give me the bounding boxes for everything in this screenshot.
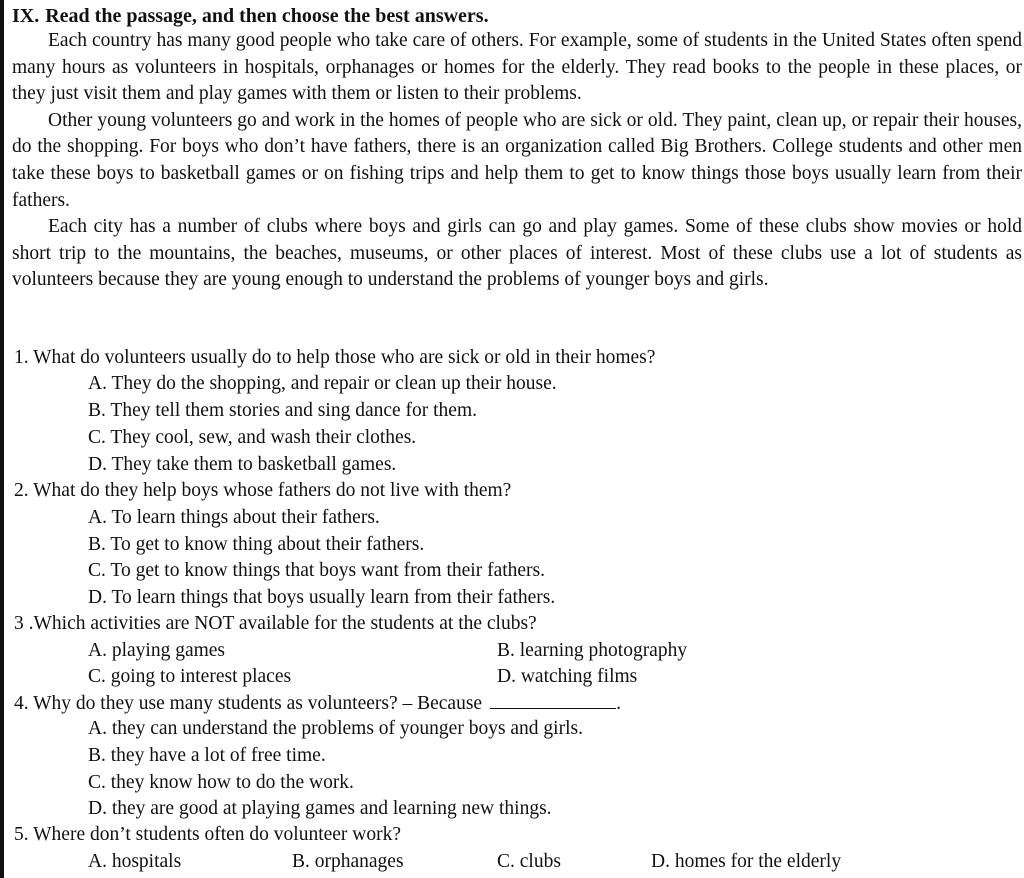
q3-option-a: A. playing games [88, 640, 226, 661]
passage-paragraph-2: Other young volunteers go and work in the homes of people who are sick or old. They paint, clean up, or repair their houses, do the shopping. For boys who don’t have fathers, there is an organization called Big Brothers. College students and other men take these boys to basketball games or on fishing trips and help them to get to know things those boys usually learn from their fathers. [12, 109, 1022, 211]
question-1: 1. What do volunteers usually do to help those who are sick or old in their homes? [14, 347, 656, 368]
q4-option-c: C. they know how to do the work. [88, 772, 354, 793]
q2-option-a: A. To learn things about their fathers. [88, 507, 380, 528]
q1-option-a: A. They do the shopping, and repair or clean up their house. [88, 373, 557, 394]
q5-option-d: D. homes for the elderly [651, 851, 842, 872]
section-title: Read the passage, and then choose the best answers. [45, 5, 489, 27]
q4-option-b: B. they have a lot of free time. [88, 745, 326, 766]
q1-option-d: D. They take them to basketball games. [88, 454, 397, 475]
section-number: IX. [12, 5, 40, 27]
question-5: 5. Where don’t students often do volunteer work? [14, 824, 402, 845]
q2-option-c: C. To get to know things that boys want from their fathers. [88, 560, 546, 581]
section-heading [12, 4, 489, 28]
question-3: 3 .Which activities are NOT available for the students at the clubs? [14, 613, 537, 634]
q3-option-d: D. watching films [497, 666, 638, 687]
q4-option-d: D. they are good at playing games and learning new things. [88, 798, 552, 819]
question-2: 2. What do they help boys whose fathers do not live with them? [14, 480, 512, 501]
passage-paragraph-1: Each country has many good people who take care of others. For example, some of students in the United States often spend many hours as volunteers in hospitals, orphanages or homes for the elderly. They read books to the people in these places, or they just visit them and play games with them or listen to their problems. [12, 30, 1022, 105]
q1-option-c: C. They cool, sew, and wash their clothes. [88, 427, 417, 448]
q5-option-a: A. hospitals [88, 851, 182, 872]
q2-option-b: B. To get to know thing about their fathers. [88, 534, 425, 555]
q3-option-b: B. learning photography [497, 640, 688, 661]
q3-option-c: C. going to interest places [88, 666, 292, 687]
answer-blank [490, 690, 616, 709]
passage-paragraph-3: Each city has a number of clubs where boys and girls can go and play games. Some of these clubs show movies or hold short trip to the mountains, the beaches, museums, or other places of interest. Most of these clubs use a lot of students as volunteers because they are young enough to understand the problems of younger boys and girls. [12, 216, 1022, 291]
q5-option-b: B. orphanages [292, 851, 404, 872]
q1-option-b: B. They tell them stories and sing dance for them. [88, 400, 478, 421]
q5-option-c: C. clubs [497, 851, 561, 872]
q4-option-a: A. they can understand the problems of younger boys and girls. [88, 718, 583, 739]
question-4-text: 4. Why do they use many students as volunteers? – Because [14, 693, 483, 714]
q2-option-d: D. To learn things that boys usually learn from their fathers. [88, 587, 556, 608]
left-margin-line [0, 0, 4, 878]
question-4-end: . [616, 693, 621, 714]
question-4 [14, 690, 621, 717]
reading-passage [12, 28, 1022, 294]
